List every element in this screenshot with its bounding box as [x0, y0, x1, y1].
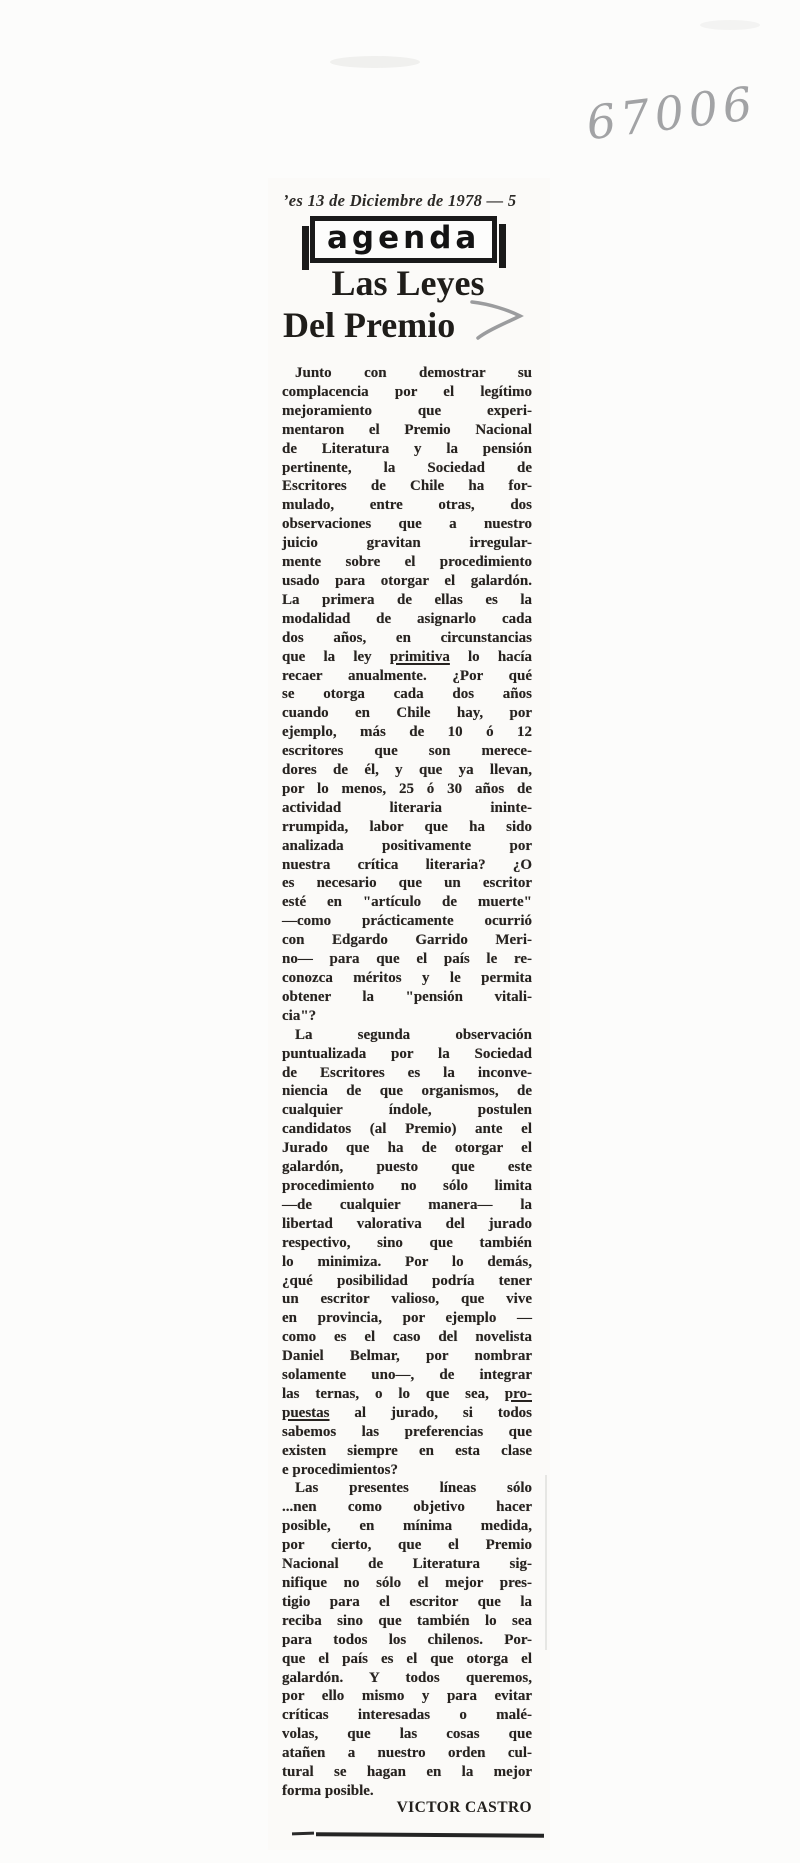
text-line: modalidad de asignarlo cada [282, 610, 532, 627]
text-line: tigio para el escritor que la [282, 1593, 532, 1610]
text-line: por ello mismo y para evitar [282, 1688, 532, 1705]
text-line: en provincia, por ejemplo — [282, 1310, 532, 1327]
text-line: no— para que el país le re- [282, 951, 532, 968]
text-line: cia"? [282, 1007, 317, 1024]
headline-line-1: Las Leyes [331, 263, 485, 303]
text-line: puntualizada por la Sociedad [282, 1045, 532, 1062]
paragraph [282, 1026, 532, 1480]
text-line: obtener la "pensión vitali- [282, 988, 532, 1005]
text-line: nuestra crítica literaria? ¿O [282, 856, 532, 873]
text-line: atañen a nuestro orden cul- [282, 1745, 532, 1762]
text-line: tural se hagan en la mejor [282, 1764, 532, 1781]
text-line: como es el caso del novelista [282, 1329, 532, 1346]
text-line: de Literatura y la pensión [282, 440, 532, 457]
text-line: —como prácticamente ocurrió [282, 913, 532, 930]
text-line: recaer anualmente. ¿Por qué [282, 667, 532, 684]
text-line: complacencia por el legítimo [282, 383, 532, 400]
text-line: por cierto, que el Premio [282, 1537, 532, 1554]
text-line: observaciones que a nuestro [282, 516, 532, 533]
text-line: usado para otorgar el galardón. [282, 572, 532, 589]
text-line: reciba sino que también lo sea [282, 1612, 532, 1629]
text-line: —de cualquier manera— la [282, 1196, 532, 1213]
text-line: Jurado que ha de otorgar el [282, 1140, 532, 1157]
text-line: ¿qué posibilidad podría tener [282, 1272, 532, 1289]
scan-smudge [330, 56, 420, 68]
text-line: dores de él, y que ya llevan, [282, 762, 532, 779]
text-line: procedimiento no sólo limita [282, 1177, 532, 1194]
text-line: se otorga cada dos años [282, 686, 532, 703]
scan-smudge [700, 20, 760, 30]
text-line: ejemplo, más de 10 ó 12 [282, 724, 532, 741]
text-line: esté en "artículo de muerte" [282, 894, 532, 911]
paragraph [282, 364, 532, 1026]
text-line: por lo menos, 25 ó 30 años de [282, 780, 532, 797]
text-line: sabemos las preferencias que [282, 1423, 532, 1440]
text-line: Nacional de Literatura sig- [282, 1556, 532, 1573]
text-line: lo minimiza. Por lo demás, [282, 1253, 532, 1270]
text-line: forma posible. [282, 1782, 374, 1799]
headline-line-2: Del Premio [283, 305, 456, 345]
text-line: Las presentes líneas sólo [295, 1480, 532, 1497]
text-line: volas, que las cosas que [282, 1726, 532, 1743]
newspaper-dateline: ’es 13 de Diciembre de 1978 — 5 [283, 191, 517, 210]
text-line: galardón, puesto que este [282, 1159, 532, 1176]
text-line: un escritor valioso, que vive [282, 1291, 532, 1308]
text-line: conozca méritos y le permita [282, 970, 532, 986]
text-line: de Escritores es la inconve- [282, 1064, 532, 1081]
text-line: puestas al jurado, si todos [282, 1404, 532, 1421]
text-line: dos años, en circunstancias [282, 629, 532, 646]
text-line: con Edgardo Garrido Meri- [282, 932, 532, 949]
text-line: niencia de que organismos, de [282, 1083, 532, 1100]
text-line: es necesario que un escritor [282, 875, 532, 892]
section-logo-box [310, 216, 497, 263]
text-line: rrumpida, labor que ha sido [282, 818, 532, 835]
text-line: que el país es el que otorga el [282, 1650, 532, 1667]
section-logo [310, 216, 497, 263]
text-line: galardón. Y todos queremos, [282, 1669, 532, 1686]
text-line: nifique no sólo el mejor pres- [282, 1575, 532, 1591]
text-line: cualquier índole, postulen [282, 1102, 532, 1119]
section-label: agenda [327, 220, 481, 256]
text-line: existen siempre en esta clase [282, 1442, 532, 1459]
text-line: juicio gravitan irregular- [282, 535, 532, 552]
handwritten-archive-number: 67006 [583, 75, 760, 151]
text-line: respectivo, sino que también [282, 1234, 532, 1251]
text-line: cuando en Chile hay, por [282, 705, 532, 722]
text-line: escritores que son merece- [282, 743, 532, 760]
text-line: que la ley primitiva lo hacía [282, 648, 532, 665]
text-line: La primera de ellas es la [282, 591, 532, 608]
text-line: Junto con demostrar su [295, 365, 532, 381]
text-line: mente sobre el procedimiento [282, 554, 532, 571]
text-line: Escritores de Chile ha for- [282, 478, 532, 495]
article-body [282, 364, 532, 1801]
paragraph [282, 1479, 532, 1800]
text-line: mulado, entre otras, dos [282, 497, 532, 514]
text-line: ...nen como objetivo hacer [282, 1499, 532, 1516]
text-line: críticas interesadas o malé- [282, 1707, 532, 1724]
text-line: para todos los chilenos. Por- [282, 1631, 532, 1648]
text-line: candidatos (al Premio) ante el [282, 1121, 532, 1138]
text-line: pertinente, la Sociedad de [282, 459, 532, 476]
text-line: actividad literaria ininte- [282, 799, 532, 816]
text-line: posible, en mínima medida, [282, 1518, 532, 1535]
author-byline: VICTOR CASTRO [396, 1799, 532, 1816]
text-line: mejoramiento que experi- [282, 402, 532, 419]
text-line: libertad valorativa del jurado [282, 1215, 532, 1232]
text-line: e procedimientos? [282, 1461, 398, 1478]
text-line: mentaron el Premio Nacional [282, 421, 532, 438]
text-line: analizada positivamente por [282, 837, 532, 854]
text-line: Daniel Belmar, por nombrar [282, 1348, 532, 1365]
text-line: solamente uno—, de integrar [282, 1367, 532, 1384]
text-line: las ternas, o lo que sea, pro- [282, 1385, 532, 1402]
text-line: La segunda observación [295, 1026, 532, 1043]
handwritten-check-mark [468, 294, 528, 347]
scan-crease [545, 1475, 547, 1650]
